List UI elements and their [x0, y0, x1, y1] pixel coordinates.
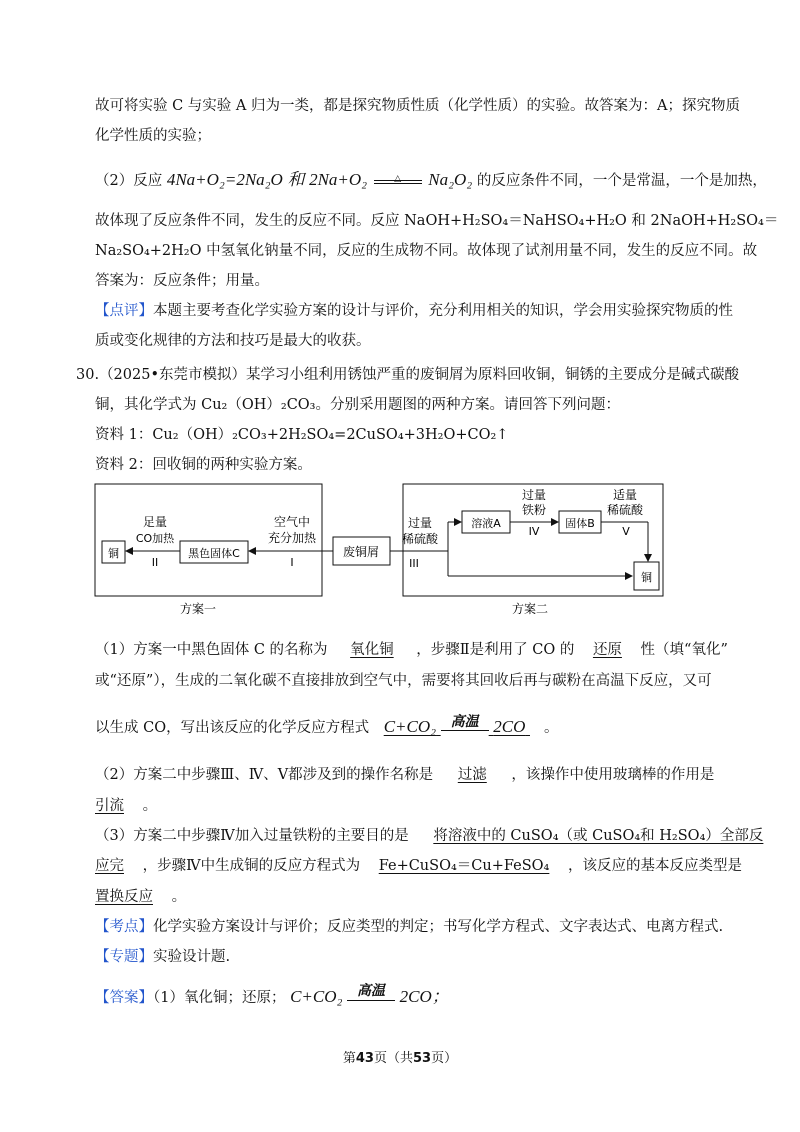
zhuanti-tag: 【专题】: [95, 949, 153, 965]
equation-sodium-oxygen: 4Na+O₂=2Na₂O: [166, 170, 283, 189]
answer-tag: 【答案】: [95, 990, 153, 1006]
paragraph-2-line-1: [95, 166, 767, 194]
footer-total-pages: 53: [413, 1051, 432, 1066]
equation-2-left: 2Na+O₂: [309, 170, 368, 189]
q1-end: 。: [544, 720, 559, 736]
q2-answer-2: 引流: [95, 798, 124, 814]
q2-text-b: ，该操作中使用玻璃棒的作用是: [511, 767, 715, 783]
material-1: 资料 1：Cu₂（OH）₂CO₃+2H₂SO₄=2CuSO₄+3H₂O+CO₂↑: [95, 427, 509, 443]
step-2-label-a: 足量: [142, 515, 168, 529]
kaodian-line: [95, 917, 723, 937]
step-5-number: V: [622, 525, 630, 538]
step-2-number: II: [151, 556, 159, 569]
q2-line-1: [95, 765, 714, 785]
zhuanti-text: 实验设计题.: [153, 949, 231, 965]
step-3-label-a: 过量: [407, 516, 433, 530]
material-2: 资料 2：回收铜的两种实验方案。: [95, 457, 312, 473]
q1-answer-1: 氧化铜: [350, 642, 394, 658]
q3-line-3: [95, 887, 186, 907]
q1-equation: [374, 714, 544, 736]
question-number: 30.: [76, 367, 100, 383]
and-word: 和: [287, 170, 305, 189]
kaodian-tag: 【考点】: [95, 919, 153, 935]
footer-mid: 页（共: [373, 1051, 413, 1066]
q3-line-1: [95, 826, 763, 846]
black-solid-label: 黑色固体C: [188, 547, 240, 560]
paragraph-2-suffix: 的反应条件不同，一个是常温，一个是加热，: [476, 173, 767, 189]
answer-eq-right: 2CO；: [399, 987, 449, 1006]
q1-eq-right: 2CO: [493, 717, 526, 736]
scheme-2-caption: 方案二: [511, 602, 549, 616]
q2-answer-1: 过滤: [457, 767, 487, 783]
zhuanti-line: [95, 947, 230, 967]
copper-label-1: 铜: [108, 547, 119, 560]
q3-answer-3: 置换反应: [95, 889, 153, 905]
q3-line-2: [95, 856, 742, 876]
q1-line-2: 或“还原”），生成的二氧化碳不直接排放到空气中，需要将其回收后再与碳粉在高温下反应，又可: [95, 673, 712, 689]
step-5-label-a: 适量: [612, 488, 638, 502]
question-30-line-2: 铜，其化学式为 Cu₂（OH）₂CO₃。分别采用题图的两种方案。请回答下列问题：: [95, 397, 620, 413]
paragraph-1-line-2: 化学性质的实验；: [95, 128, 211, 144]
question-30-line-1: [76, 365, 739, 385]
q3-text-b: ，步骤Ⅳ中生成铜的反应方程式为: [142, 858, 361, 874]
step-4-label-a: 过量: [521, 488, 547, 502]
step-1-label-a: 空气中: [273, 515, 311, 529]
comment-line-2: 质或变化规律的方法和技巧是最大的收获。: [95, 333, 371, 349]
answer-eq-left: C+CO₂: [290, 987, 343, 1006]
recovery-scheme-diagram: [0, 480, 800, 620]
q1-answer-2: 还原: [592, 642, 622, 658]
solution-a-label: 溶液A: [471, 517, 501, 530]
q1-line-3: [95, 712, 559, 742]
high-temp-condition: [441, 714, 489, 739]
step-1-number: I: [290, 556, 294, 569]
waste-copper-label: 废铜屑: [342, 545, 380, 559]
q2-line-2: [95, 796, 157, 816]
q2-end: 。: [142, 798, 158, 814]
paragraph-2-line-4: 答案为：反应条件；用量。: [95, 273, 269, 289]
q1-line-1: [95, 640, 728, 660]
q3-text-c: ，该反应的基本反应类型是: [567, 858, 742, 874]
page-footer: [0, 1047, 800, 1066]
step-3-number: III: [409, 557, 419, 570]
step-4-number: IV: [528, 525, 540, 538]
q1-text-line-3: 以生成 CO，写出该反应的化学反应方程式: [95, 720, 370, 736]
paragraph-1-line-1: 故可将实验 C 与实验 A 归为一类，都是探究物质性质（化学性质）的实验。故答案为：A；探究物质: [95, 98, 740, 114]
q3-text-a: （3）方案二中步骤Ⅳ加入过量铁粉的主要目的是: [95, 828, 409, 844]
high-temp-label: 高温: [450, 714, 479, 730]
q1-text-c: 性（填“氧化”: [640, 642, 728, 658]
heat-condition-arrow: [372, 171, 424, 191]
paragraph-2-line-2: 故体现了反应条件不同，发生的反应不同。反应 NaOH+H₂SO₄＝NaHSO₄+H₂O 和 2NaOH+H₂SO₄＝: [95, 213, 779, 229]
copper-label-2: 铜: [641, 571, 652, 584]
q1-eq-left: C+CO₂: [383, 717, 437, 736]
step-1-label-b: 充分加热: [267, 531, 317, 545]
paragraph-2-line-3: Na₂SO₄+2H₂O 中氢氧化钠量不同，反应的生成物不同。故体现了试剂用量不同，发生的反应不同。故: [95, 243, 758, 259]
kaodian-text: 化学实验方案设计与评价；反应类型的判定；书写化学方程式、文字表达式、电离方程式.: [153, 919, 724, 935]
scheme-1-caption: 方案一: [179, 602, 217, 616]
solid-b-label: 固体B: [565, 517, 595, 530]
footer-page-number: 43: [355, 1051, 374, 1066]
comment-line-1: [95, 301, 733, 321]
q3-end: 。: [171, 889, 187, 905]
question-text-1: （2025•东莞市模拟）某学习小组利用锈蚀严重的废铜屑为原料回收铜，铜锈的主要成分是碱式碳酸: [99, 367, 740, 383]
q1-text-b: ，步骤Ⅱ是利用了 CO 的: [416, 642, 575, 658]
equation-2-right: Na₂O₂: [428, 170, 473, 189]
comment-tag: 【点评】: [95, 303, 153, 319]
q1-text-a: （1）方案一中黑色固体 C 的名称为: [95, 642, 328, 658]
q3-answer-1b: 应完: [95, 858, 124, 874]
step-5-label-b: 稀硫酸: [606, 503, 644, 517]
answer-high-temp-label: 高温: [357, 983, 386, 999]
q3-answer-1a: 将溶液中的 CuSO₄（或 CuSO₄和 H₂SO₄）全部反: [433, 828, 764, 844]
footer-suffix: 页）: [431, 1051, 458, 1066]
answer-text: （1）氧化铜；还原；: [153, 990, 286, 1006]
heat-symbol: △: [394, 174, 402, 184]
step-2-label-b: CO加热: [135, 532, 175, 545]
answer-high-temp-condition: [347, 983, 395, 1009]
q3-answer-2: Fe+CuSO₄＝Cu+FeSO₄: [378, 858, 550, 874]
q2-text-a: （2）方案二中步骤Ⅲ、Ⅳ、Ⅴ都涉及到的操作名称是: [95, 767, 434, 783]
paragraph-2-prefix: （2）反应: [95, 173, 163, 189]
answer-line: [95, 983, 449, 1011]
footer-prefix: 第: [342, 1051, 356, 1066]
step-4-label-b: 铁粉: [521, 503, 547, 517]
step-3-label-b: 稀硫酸: [401, 532, 439, 546]
comment-text-1: 本题主要考查化学实验方案的设计与评价，充分利用相关的知识，学会用实验探究物质的性: [153, 303, 733, 319]
